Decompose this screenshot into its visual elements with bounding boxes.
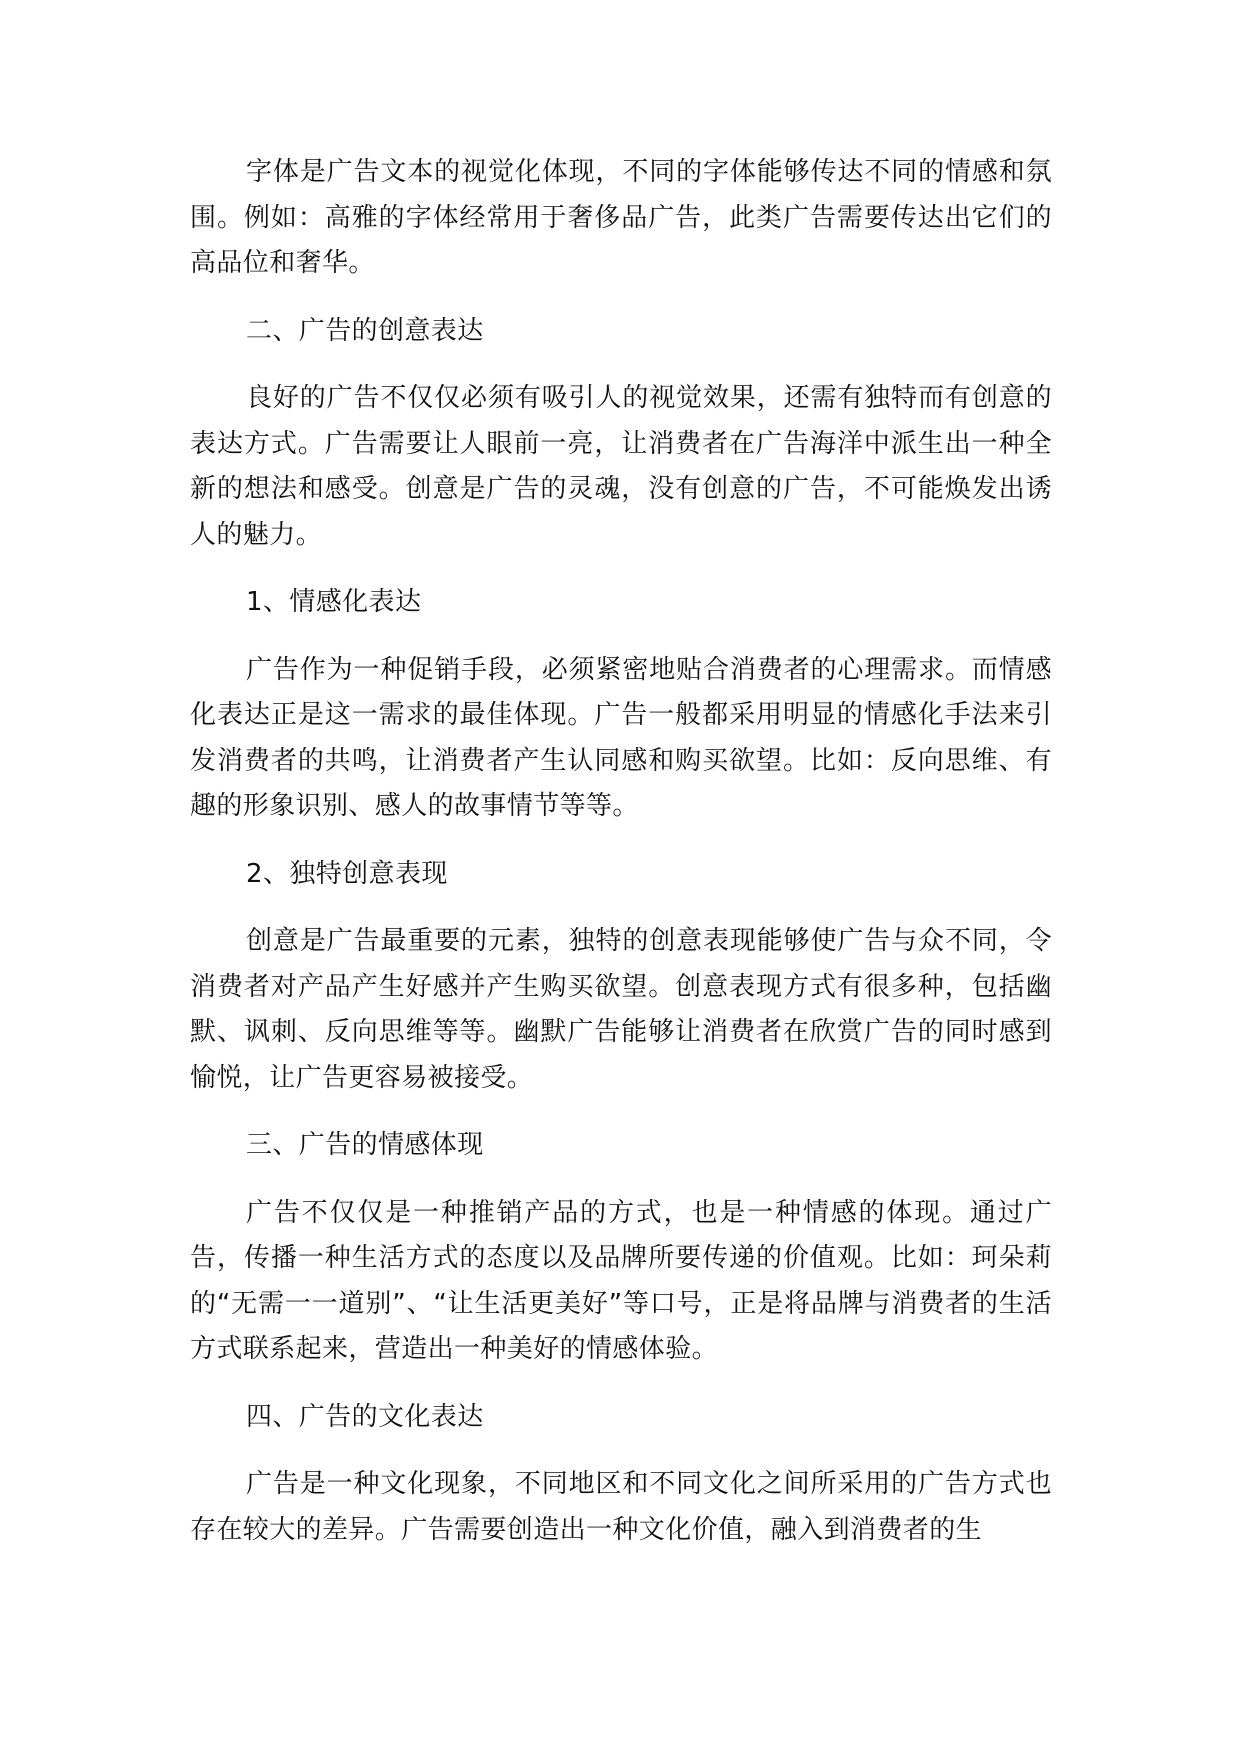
- section-heading-emotional-embodiment: 三、广告的情感体现: [246, 1130, 484, 1160]
- document-page: [190, 150, 1052, 1575]
- paragraph-creative-expression: 良好的广告不仅仅必须有吸引人的视觉效果，还需有独特而有创意的表达方式。广告需要让人眼前一亮，让消费者在广告海洋中派生出一种全新的想法和感受。创意是广告的灵魂，没有创意的广告，不可能焕发出诱人的魅力。: [190, 383, 1052, 550]
- section-heading-cultural-expression: 四、广告的文化表达: [246, 1401, 484, 1432]
- subsection-heading-unique-creativity: 2、独特创意表现: [246, 858, 448, 889]
- paragraph-emotional-embodiment: 广告不仅仅是一种推销产品的方式，也是一种情感的体现。通过广告，传播一种生活方式的态度以及品牌所要传递的价值观。比如：珂朵莉的“无需一一道别”、“让生活更美好”等口号，正是将品牌与消费者的生活方式联系起来，营造出一种美好的情感体验。: [190, 1197, 1052, 1364]
- paragraph-emotional-expression: 广告作为一种促销手段，必须紧密地贴合消费者的心理需求。而情感化表达正是这一需求的最佳体现。广告一般都采用明显的情感化手法来引发消费者的共鸣，让消费者产生认同感和购买欲望。比如：反向思维、有趣的形象识别、感人的故事情节等等。: [190, 654, 1052, 821]
- section-heading-creative-expression: 二、广告的创意表达: [246, 315, 484, 346]
- subsection-heading-emotional-expression: 1、情感化表达: [246, 587, 422, 617]
- paragraph-cultural-expression: 广告是一种文化现象，不同地区和不同文化之间所采用的广告方式也存在较大的差异。广告需要创造出一种文化价值，融入到消费者的生: [190, 1469, 1052, 1545]
- paragraph-unique-creativity: 创意是广告最重要的元素，独特的创意表现能够使广告与众不同，令消费者对产品产生好感并产生购买欲望。创意表现方式有很多种，包括幽默、讽刺、反向思维等等。幽默广告能够让消费者在欣赏广告的同时感到愉悦，让广告更容易被接受。: [190, 926, 1052, 1093]
- paragraph-typeface: 字体是广告文本的视觉化体现，不同的字体能够传达不同的情感和氛围。例如：高雅的字体经常用于奢侈品广告，此类广告需要传达出它们的高品位和奢华。: [190, 157, 1052, 278]
